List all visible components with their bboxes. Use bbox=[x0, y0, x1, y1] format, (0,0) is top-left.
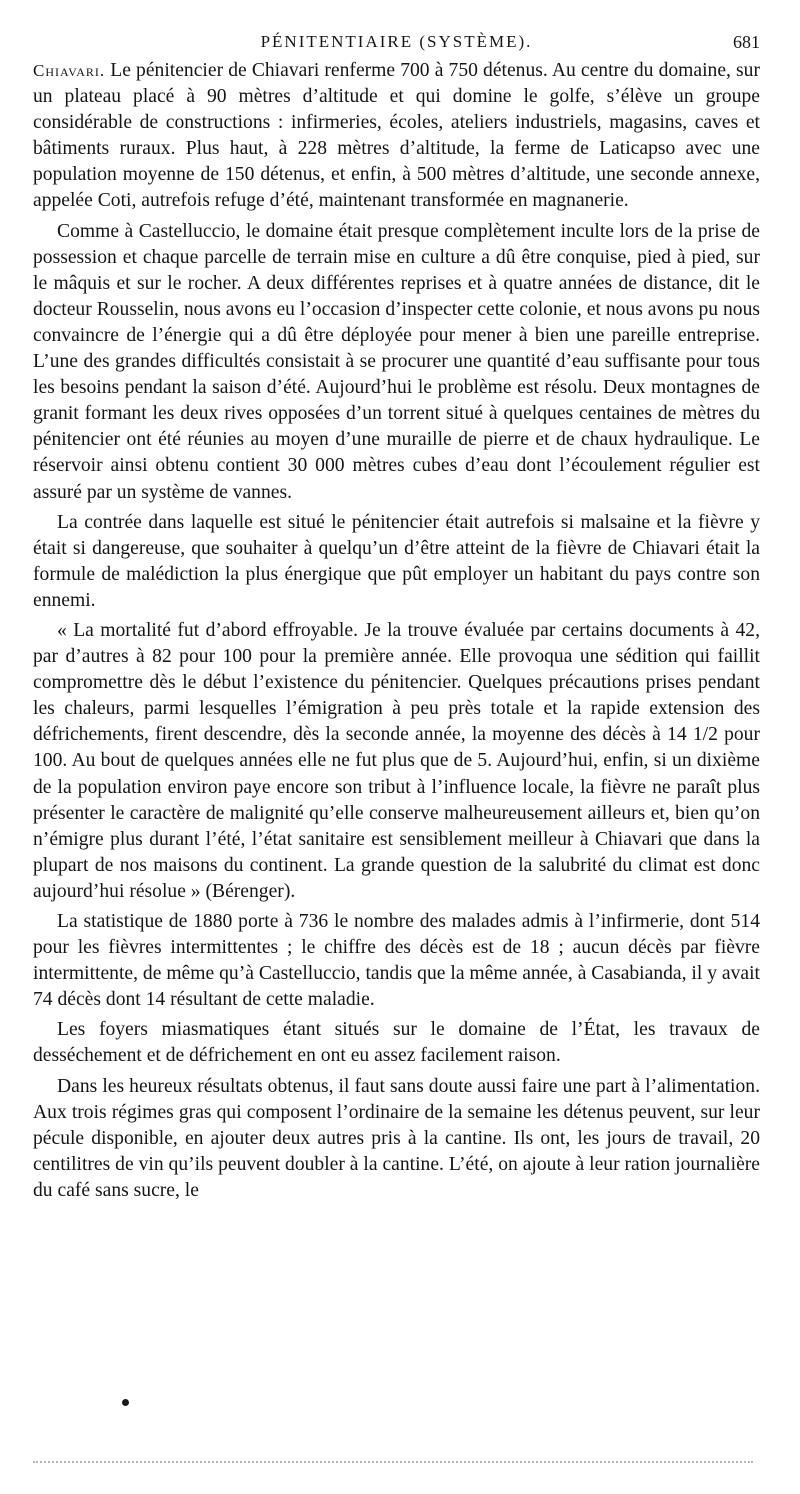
paragraph-text: Le pénitencier de Chiavari renferme 700 à 750 détenus. Au centre du domaine, sur un plateau placé à 90 mètres d’altitude et qui domine le golfe, s’élève un groupe considérable de constructions : infirmeries, écoles, ateliers industriels, magasins, caves et bâtiments ruraux. Plus haut, à 228 mètres d’altitude, la ferme de Laticapso avec une population moyenne de 150 détenus, et enfin, à 500 mètres d’altitude, une seconde annexe, appelée Coti, autrefois refuge d’été, maintenant transformée en magnanerie. bbox=[33, 60, 760, 212]
ink-dot bbox=[122, 1399, 129, 1406]
scan-noise-line bbox=[33, 1461, 753, 1463]
paragraph-statistics-1880: La statistique de 1880 porte à 736 le nombre des malades admis à l’infirmerie, dont 514 pour les fièvres intermittentes ; le chiffre des décès est de 18 ; aucun décès par fièvre intermittente, de même qu’à Castelluccio, tandis que la même année, à Casabianda, il y avait 74 décès dont 14 résultant de cette maladie. bbox=[33, 911, 760, 1011]
book-page bbox=[33, 28, 760, 1204]
paragraph-fever-reputation: La contrée dans laquelle est situé le pénitencier était autrefois si malsaine et la fièvre y était si dangereuse, que souhaiter à quelqu’un d’être atteint de la fièvre de Chiavari était la formule de malédiction la plus énergique que pût employer un habitant du pays contre son ennemi. bbox=[33, 511, 760, 611]
page-number: 681 bbox=[733, 32, 760, 52]
paragraph-mortality-quote: « La mortalité fut d’abord effroyable. Je la trouve évaluée par certains documents à 42, par d’autres à 82 pour 100 pour la première année. Elle provoqua une sédition qui faillit compromettre dès le début l’existence du pénitencier. Quelques précautions prises pendant les chaleurs, parmi lesquelles l’émigration à peu près totale et la rapide extension des défrichements, firent descendre, dès la seconde année, la moyenne des décès à 14 1/2 pour 100. Au bout de quelques années elle ne fut plus que de 5. Aujourd’hui, enfin, si un dixième de la population environ paye encore son tribut à l’influence locale, la fièvre ne paraît plus présenter le caractère de malignité qu’elle conserve malheureusement ailleurs et, bien qu’on n’émigre plus durant l’été, l’état sanitaire est sensiblement meilleur à Chiavari que dans la plupart de nos maisons du continent. La grande question de la salubrité du climat est donc aujourd’hui résolue » (Bérenger). bbox=[33, 619, 760, 902]
paragraph-miasmatic-sources: Les foyers miasmatiques étant situés sur le domaine de l’État, les travaux de desséchement et de défrichement en ont eu assez facilement raison. bbox=[33, 1019, 760, 1067]
paragraph-chiavari bbox=[33, 58, 760, 215]
running-head bbox=[33, 28, 760, 58]
paragraph-lead: Chiavari. bbox=[33, 61, 106, 80]
body-text bbox=[33, 58, 760, 1204]
running-title: PÉNITENTIAIRE (SYSTÈME). bbox=[260, 32, 533, 51]
paragraph-castelluccio-comparison: Comme à Castelluccio, le domaine était presque complètement inculte lors de la prise de possession et chaque parcelle de terrain mise en culture a dû être conquise, pied à pied, sur le mâquis et sur le rocher. A deux différentes reprises et à quatre années de distance, dit le docteur Rousselin, nous avons eu l’occasion d’inspecter cette colonie, et nous avons pu nous convaincre de l’énergie qui a dû être déployée pour mener à bien une pareille entreprise. L’une des grandes difficultés consistait à se procurer une quantité d’eau suffisante pour tous les besoins pendant la saison d’été. Aujourd’hui le problème est résolu. Deux montagnes de granit formant les deux rives opposées d’un torrent situé à quelques centaines de mètres du pénitencier ont été réunies au moyen d’une muraille de pierre et de chaux hydraulique. Le réservoir ainsi obtenu contient 30 000 mètres cubes d’eau dont l’écoulement régulier est assuré par un système de vannes. bbox=[33, 220, 760, 503]
paragraph-alimentation: Dans les heureux résultats obtenus, il faut sans doute aussi faire une part à l’alimentation. Aux trois régimes gras qui composent l’ordinaire de la semaine les détenus peuvent, sur leur pécule disponible, en ajouter deux autres pris à la cantine. Ils ont, les jours de travail, 20 centilitres de vin qu’ils peuvent doubler à la cantine. L’été, on ajoute à leur ration journalière du café sans sucre, le bbox=[33, 1075, 760, 1201]
